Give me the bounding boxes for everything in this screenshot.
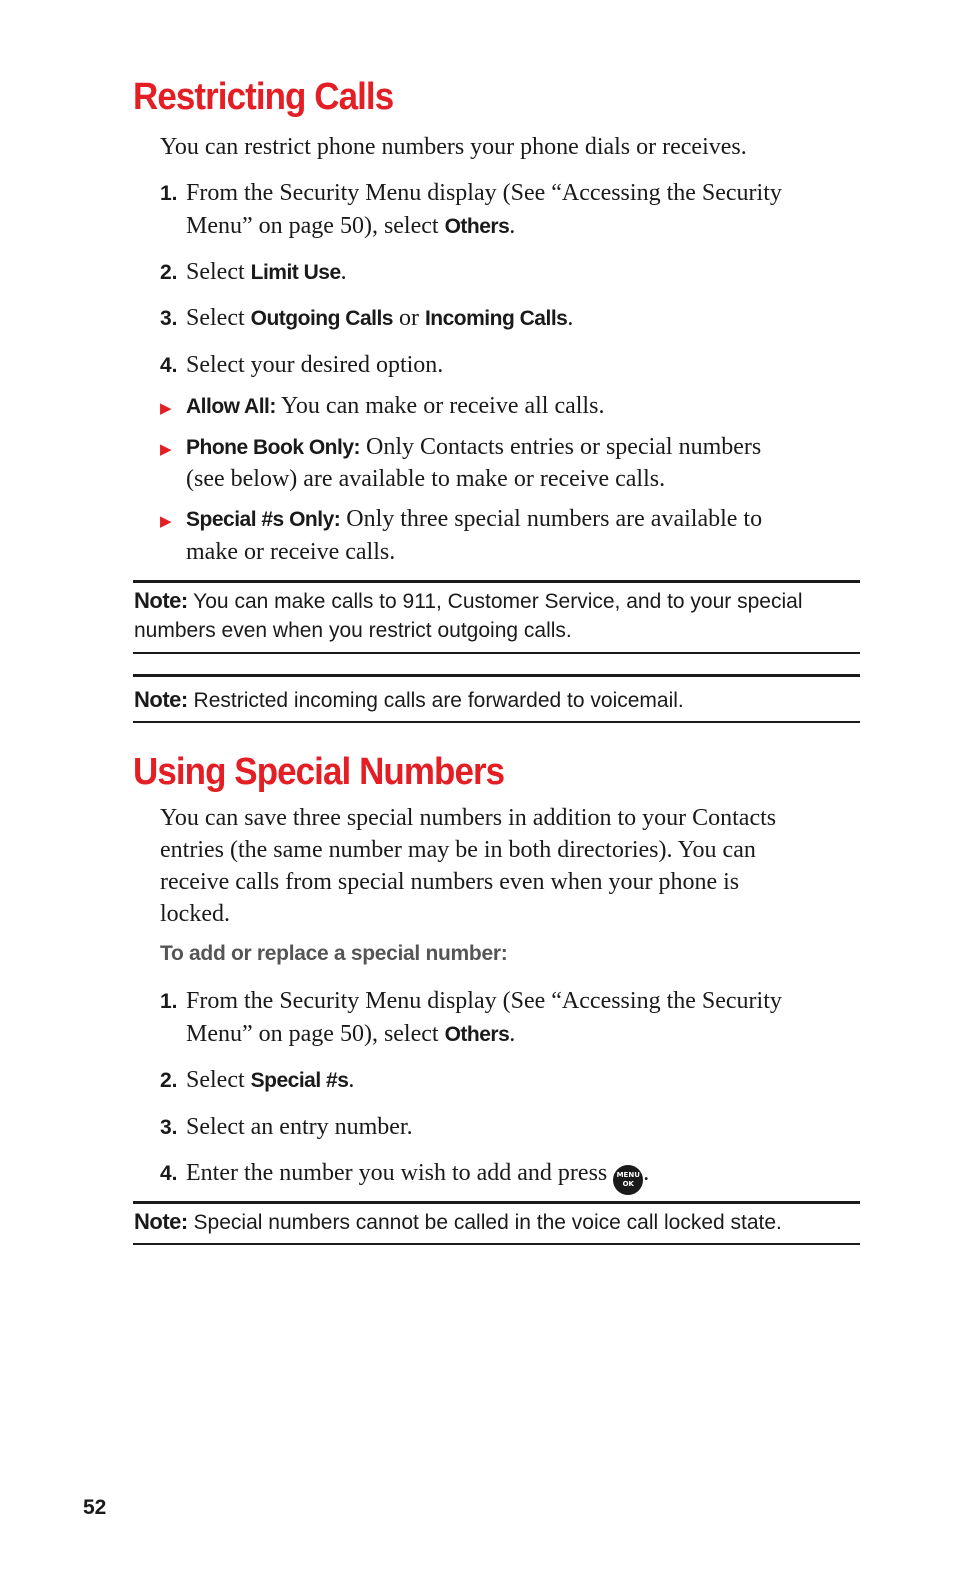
- note-bottom-rule: [133, 721, 860, 723]
- subheading-add-special: To add or replace a special number:: [160, 942, 508, 965]
- note-top-rule: [133, 674, 860, 677]
- intro-restricting: You can restrict phone numbers your phone dials or receives.: [160, 134, 747, 160]
- step-number: 1.: [160, 990, 178, 1013]
- step-text: Select your desired option.: [186, 352, 444, 378]
- step-text: From the Security Menu display (See “Accessing the Security: [186, 988, 782, 1014]
- note-top-rule: [133, 1201, 860, 1204]
- option-phone-book-only-line2: (see below) are available to make or receive calls.: [186, 466, 666, 492]
- step-text: Select Outgoing Calls or Incoming Calls.: [186, 305, 574, 331]
- step-number: 3.: [160, 307, 178, 330]
- heading-restricting-calls: Restricting Calls: [133, 76, 394, 118]
- step-number: 2.: [160, 261, 178, 284]
- step-number: 4.: [160, 354, 178, 377]
- note-top-rule: [133, 580, 860, 583]
- note-bottom-rule: [133, 652, 860, 654]
- step-text: Select Limit Use.: [186, 259, 347, 285]
- step-text: From the Security Menu display (See “Accessing the Security: [186, 180, 782, 206]
- triangle-bullet-icon: ▶: [160, 512, 172, 530]
- step-number: 3.: [160, 1116, 178, 1139]
- step-number: 4.: [160, 1162, 178, 1185]
- step-text-line2: Menu” on page 50), select Others.: [186, 1021, 516, 1047]
- intro-special-line2: entries (the same number may be in both directories). You can: [160, 837, 756, 863]
- option-special-only-line2: make or receive calls.: [186, 539, 396, 565]
- note-incoming: Note: Restricted incoming calls are forwarded to voicemail.: [134, 687, 684, 712]
- step-number: 1.: [160, 182, 178, 205]
- note-outgoing-line2: numbers even when you restrict outgoing calls.: [134, 619, 572, 642]
- step-number: 2.: [160, 1069, 178, 1092]
- intro-special-line1: You can save three special numbers in addition to your Contacts: [160, 805, 777, 831]
- step-text-line2: Menu” on page 50), select Others.: [186, 213, 516, 239]
- step-text: Select an entry number.: [186, 1114, 413, 1140]
- option-phone-book-only: Phone Book Only: Only Contacts entries or special numbers: [186, 434, 762, 460]
- step-text: Enter the number you wish to add and press MENU OK .: [186, 1157, 649, 1195]
- note-outgoing: Note: You can make calls to 911, Customer Service, and to your special: [134, 588, 803, 613]
- menu-ok-key-icon: MENU OK: [613, 1165, 643, 1195]
- intro-special-line3: receive calls from special numbers even when your phone is: [160, 869, 740, 895]
- option-allow-all: Allow All: You can make or receive all calls.: [186, 393, 605, 419]
- note-special-locked: Note: Special numbers cannot be called in the voice call locked state.: [134, 1209, 782, 1234]
- option-special-only: Special #s Only: Only three special numbers are available to: [186, 506, 763, 532]
- heading-using-special-numbers: Using Special Numbers: [133, 751, 505, 793]
- triangle-bullet-icon: ▶: [160, 399, 172, 417]
- page-number: 52: [83, 1496, 107, 1519]
- step-text: Select Special #s.: [186, 1067, 355, 1093]
- note-bottom-rule: [133, 1243, 860, 1245]
- intro-special-line4: locked.: [160, 901, 230, 927]
- triangle-bullet-icon: ▶: [160, 440, 172, 458]
